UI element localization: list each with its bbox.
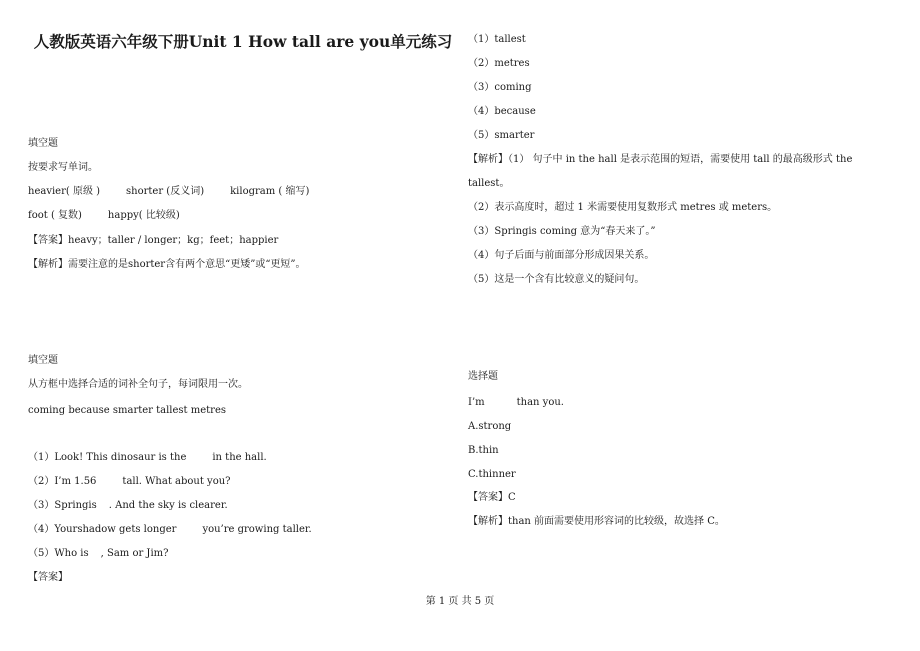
q2-item-text: in the hall. — [212, 452, 267, 463]
q2-item-text: . And the sky is clearer. — [108, 500, 228, 511]
q2-item — [28, 500, 228, 512]
answer-item: （2）metres — [468, 58, 530, 69]
page-footer: 第 1 页 共 5 页 — [425, 596, 495, 607]
q2-wordbox: coming because smarter tallest metres — [28, 405, 226, 416]
q1-line1-item: kilogram ( 缩写) — [230, 186, 310, 197]
answer-item: （3）coming — [468, 82, 532, 93]
answer-item: （4）because — [468, 106, 536, 117]
q2-item-text: （2）I’m 1.56 — [28, 476, 97, 487]
analysis-label: 【解析】 — [468, 154, 508, 165]
q1-analysis — [28, 259, 306, 271]
q1-line2-item: happy( 比较级) — [107, 210, 180, 221]
answer-label: 【答案】 — [468, 492, 508, 503]
q3-analysis — [468, 516, 725, 528]
q2-type: 填空题 — [28, 355, 58, 366]
analysis-line: （5）这是一个含有比较意义的疑问句。 — [468, 274, 645, 285]
answer-label: 【答案】 — [28, 235, 68, 246]
q2-item-text: tall. What about you? — [122, 476, 231, 487]
q2-item-text: , Sam or Jim? — [100, 548, 169, 559]
q2-item-text: （1）Look! This dinosaur is the — [28, 452, 187, 463]
q2-item — [28, 476, 231, 488]
answer-item: （5）smarter — [468, 130, 535, 141]
analysis-line: tallest。 — [468, 178, 510, 189]
q2-answer-label: 【答案】 — [28, 572, 68, 583]
q1-line2 — [28, 210, 180, 222]
q1-line2-item: foot ( 复数) — [28, 210, 82, 221]
q1-analysis-text: 需要注意的是shorter含有两个意思“更矮”或“更短”。 — [68, 259, 306, 270]
analysis-line: （2）表示高度时，超过 1 米需要使用复数形式 metres 或 meters。 — [468, 202, 778, 213]
q3-option: A.strong — [468, 421, 512, 432]
q1-line1 — [28, 186, 309, 198]
analysis-line — [468, 154, 852, 166]
q2-item-text: （4）Yourshadow gets longer — [28, 524, 177, 535]
page-title: 人教版英语六年级下册Unit 1 How tall are you单元练习 — [33, 32, 453, 51]
q2-item — [28, 524, 312, 536]
q3-stem — [468, 397, 564, 409]
q2-item — [28, 548, 169, 560]
q3-option: C.thinner — [468, 469, 516, 480]
q3-analysis-text: than 前面需要使用形容词的比较级，故选择 C。 — [508, 516, 725, 527]
q2-item-text: （5）Who is — [28, 548, 89, 559]
analysis-line: （4）句子后面与前面部分形成因果关系。 — [468, 250, 655, 261]
q1-answer-text: heavy；taller / longer；kg；feet；happier — [68, 235, 279, 246]
q3-answer — [468, 492, 516, 504]
q3-answer-text: C — [508, 492, 516, 503]
analysis-label: 【解析】 — [468, 516, 508, 527]
analysis-line: （3）Springis coming 意为“春天来了。” — [468, 226, 656, 237]
q1-instruction: 按要求写单词。 — [28, 162, 98, 173]
q3-stem-text: than you. — [516, 397, 564, 408]
q3-type: 选择题 — [468, 371, 498, 382]
answer-item: （1）tallest — [468, 34, 526, 45]
analysis-text: （1） 句子中 in the hall 是表示范围的短语，需要使用 tall 的最高级形式 the — [508, 154, 853, 165]
q1-line1-item: shorter (反义词) — [126, 186, 205, 197]
q1-line1-item: heavier( 原级 ) — [28, 186, 101, 197]
q1-answer — [28, 235, 278, 247]
q3-option: B.thin — [468, 445, 499, 456]
q2-instruction: 从方框中选择合适的词补全句子，每词限用一次。 — [28, 379, 248, 390]
q2-item-text: you’re growing taller. — [202, 524, 312, 535]
q2-item-text: （3）Springis — [28, 500, 97, 511]
q2-item — [28, 452, 267, 464]
analysis-label: 【解析】 — [28, 259, 68, 270]
q1-type: 填空题 — [28, 138, 58, 149]
q3-stem-text: I’m — [468, 397, 485, 408]
